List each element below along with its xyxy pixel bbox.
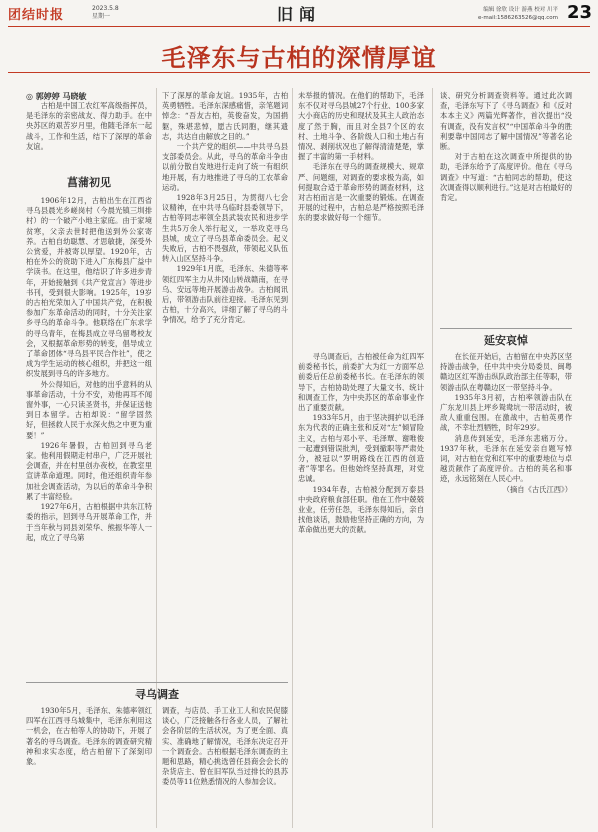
paragraph: 1935年3月初，古柏率领游击队在广东龙川县上坪乡鸳鸯坑一带活动时，被敌人重重包围。在激战中，古柏英勇作战，不幸壮烈牺牲，时年29岁。 (440, 392, 572, 433)
article-column-1 (26, 101, 152, 152)
paragraph: 一个共产党的组织——中共寻乌县支部委员会。从此，寻乌的革命斗争由以前分散自发地进行走向了统一有组织地开展，有力地推进了寻乌的工农革命运动。 (162, 142, 288, 192)
paragraph: 1928年3月25日，为贯彻八七会议精神，在中共寻乌临时县委领导下，古柏等同志率领全县武装农民和进步学生共5万余人举行起义，一举攻克寻乌县城，成立了寻乌县革命委员会。起义失败后，古柏不畏强敌，带领起义队伍转入山区坚持斗争。 (162, 193, 288, 264)
paragraph: 1929年1月底，毛泽东、朱德等率领红四军主力从井冈山转战赣南，在寻乌、安远等地开展游击战争。古柏闻讯后，带领游击队前往迎接。毛泽东见到古柏，十分高兴，详细了解了寻乌的斗争情况，给予了充分肯定。 (162, 264, 288, 325)
editors-line: 编辑 徐欣 设计 游燕 校对 川平 (483, 7, 558, 13)
article-column-4-lower (440, 352, 572, 495)
subheading: 寻乌调查 (135, 688, 179, 701)
source-note: （摘自《古氏江西》） (502, 484, 572, 494)
article-column-4 (440, 91, 572, 203)
paragraph: 寻乌调查后，古柏被任命为红四军前委秘书长，前委扩大为红一方面军总前委后任总前委秘书长。在毛泽东的领导下，古柏协助处理了大量文书、统计和调查工作，为中央苏区的革命事业作出了重要贡献。 (298, 352, 424, 413)
paragraph: 1906年12月，古柏出生在江西省寻乌县晨光乡嵯岗村（今晨光镇三圳排村）的一个破产小地主家庭。由于家境贫寒，父亲去世时把他送到外公家寄养。古柏自幼聪慧、才思敏捷，深受外公赏爱，并被寄以厚望。1920年，古柏在外公的资助下进入广东梅县广益中学读书。在这里，他结识了许多进步青年，开始接触到《共产党宣言》等进步书刊，受到很大影响。1925年，19岁的古柏光荣加入了中国共产党，在积极参加广东革命活动的同时，十分关注家乡寻乌的革命斗争。他联络在广东求学的寻乌青年，在梅县成立寻乌留粤校友会，又根据革命形势的转变，倡导成立了革命团体“寻乌县平民合作社”，使之成为学生运动的核心组织，并把这一组织发展到寻乌的许多地方。 (26, 196, 152, 379)
paragraph: 古柏是中国工农红军高级指挥员，是毛泽东的亲密战友、得力助手。在中央苏区的艰苦岁月里，他随毛泽东一起战斗，工作和生活，结下了深厚的革命友谊。 (26, 101, 152, 151)
subheading: 菖蒲初见 (67, 176, 111, 189)
paragraph: 1934年春，古柏被分配到万泰县中央政府粮食部任职。他在工作中兢兢业业，任劳任怨，毛泽东得知后，亲自找他谈话，鼓励他坚持正确的方向，为革命做出更大的贡献。 (298, 484, 424, 535)
page-number: 23 (566, 2, 592, 23)
article-column-1-body (26, 196, 152, 543)
subheading: 延安哀悼 (484, 334, 528, 347)
title-rule (8, 72, 590, 73)
paragraph: 1927年6月，古柏根据中共东江特委的指示，回到寻乌开展革命工作，并于当年秋与同县刘荣华、熊振华等人一起，成立了寻乌第 (26, 502, 152, 542)
section-title: 旧闻 (276, 5, 321, 24)
paragraph: 毛泽东在寻乌的调查规模大、规章严、问题细，对调查的要求极为高，如何提取合适于革命形势的调查材料，这对古柏而言是一次重要的锻炼。在调查开展的过程中，古柏总是严格按照毛泽东的要求做好每一个细节。 (298, 162, 424, 223)
column-separator (156, 88, 157, 828)
paragraph: 1933年5月，由于坚决拥护以毛泽东为代表的正确主张和反对“左”倾冒险主义，古柏与邓小平、毛泽覃、谢唯俊一起遭到错误批判，受到撤职等严肃处分，被冠以“罗明路线在江西的创造者”等罪名。但他始终坚持真理，对党忠诚。 (298, 413, 424, 484)
header-rule (8, 26, 590, 27)
paragraph: 调查，与店员、手工业工人和农民促膝谈心，广泛接触各行各业人员，了解社会各阶层的生活状况，为了更全面、真实、准确地了解情况，毛泽东决定召开一个调查会。古柏根据毛泽东调查的主题和思路，精心挑选曾任县商会会长的杂货店主、曾在旧军队当过排长的县苏委员等11位熟悉情况的人参加会议。 (162, 706, 288, 787)
article-column-2-lower (162, 706, 288, 788)
column-separator (292, 88, 293, 828)
article-column-1-lower (26, 706, 152, 767)
paragraph: 在长征开始后，古柏留在中央苏区坚持游击战争，任中共中央分局委员、闽粤赣边区红军游击纵队政治部主任等职，带领游击队在粤赣边区一带坚持斗争。 (440, 352, 572, 392)
column-separator (432, 88, 433, 828)
paragraph: 1926年暑假，古柏回到寻乌老家。他利用假期走村串户，广泛开展社会调查，并在村里创办夜校，在教室里宣讲革命道理。同时，他还组织青年参加社会调查活动，为以后的革命斗争积累了丰富经验。 (26, 440, 152, 501)
paragraph: 对于古柏在这次调查中所提供的协助，毛泽东给予了高度评价。他在《寻乌调查》中写道：“古柏同志的帮助，使这次调查得以顺利进行。”这是对古柏最好的肯定。 (440, 152, 572, 203)
paragraph: 消息传到延安，毛泽东悲痛万分。1937年秋，毛泽东在延安亲自题写悼词，对古柏在党和红军中的重要地位与卓越贡献作了高度评价。古柏的英名和事迹，永远铭刻在人民心中。 (440, 433, 572, 484)
paragraph: 外公得知后，对他的出乎意料的从事革命活动，十分不安，劝他再耳不闻窗外事，一心只读圣贤书，并保证送他到日本留学。古柏却说：“留学固然好，但拯救人民于水深火热之中更为重要！” (26, 379, 152, 440)
paragraph: 谈、研究分析调查资料等。通过此次调查，毛泽东写下了《寻乌调查》和《反对本本主义》两篇光辉著作，首次提出“没有调查，没有发言权”“中国革命斗争的胜利要靠中国同志了解中国情况”等著名论断。 (440, 91, 572, 152)
editors-email: e-mail:1586263526@qq.com (478, 15, 558, 21)
subhead-rule (26, 682, 288, 683)
paragraph: 未举报的情况。在他们的帮助下，毛泽东不仅对寻乌县城27个行业、100多家大小商店的历史和现状及其主人政治态度了然于胸，而且对全县7个区的农村、土地斗争、各阶级人口和土地占有情况、剥削状况也了解得清清楚楚，掌握了丰富的第一手材料。 (298, 91, 424, 162)
issue-weekday: 星期一 (92, 13, 111, 20)
issue-date: 2023.5.8 (92, 5, 119, 12)
paragraph: 下了深厚的革命友谊。1935年，古柏英勇牺牲。毛泽东深感痛惜，亲笔题词悼念：“吾友古柏，英俊奋发，为国捐躯，殊堪悲悼，愿古氏同胞，继其遗志，共达自由解放之目的。” (162, 91, 288, 141)
article-column-3-lower (298, 352, 424, 536)
article-column-2 (162, 91, 288, 326)
masthead-logo: 团结时报 (8, 8, 65, 23)
subhead-rule (440, 328, 572, 329)
article-title: 毛泽东与古柏的深情厚谊 (161, 43, 437, 72)
paragraph: 1930年5月，毛泽东、朱德率领红四军在江西寻乌城集中，毛泽东利用这一机会，在古柏等人的协助下，开展了著名的寻乌调查。毛泽东的调查研究精神和求实态度，给古柏留下了深刻印象。 (26, 706, 152, 767)
article-column-3 (298, 91, 424, 224)
article-byline: ◎ 郭婷婷 马晓敏 (26, 91, 87, 101)
editors-credit (478, 6, 558, 22)
